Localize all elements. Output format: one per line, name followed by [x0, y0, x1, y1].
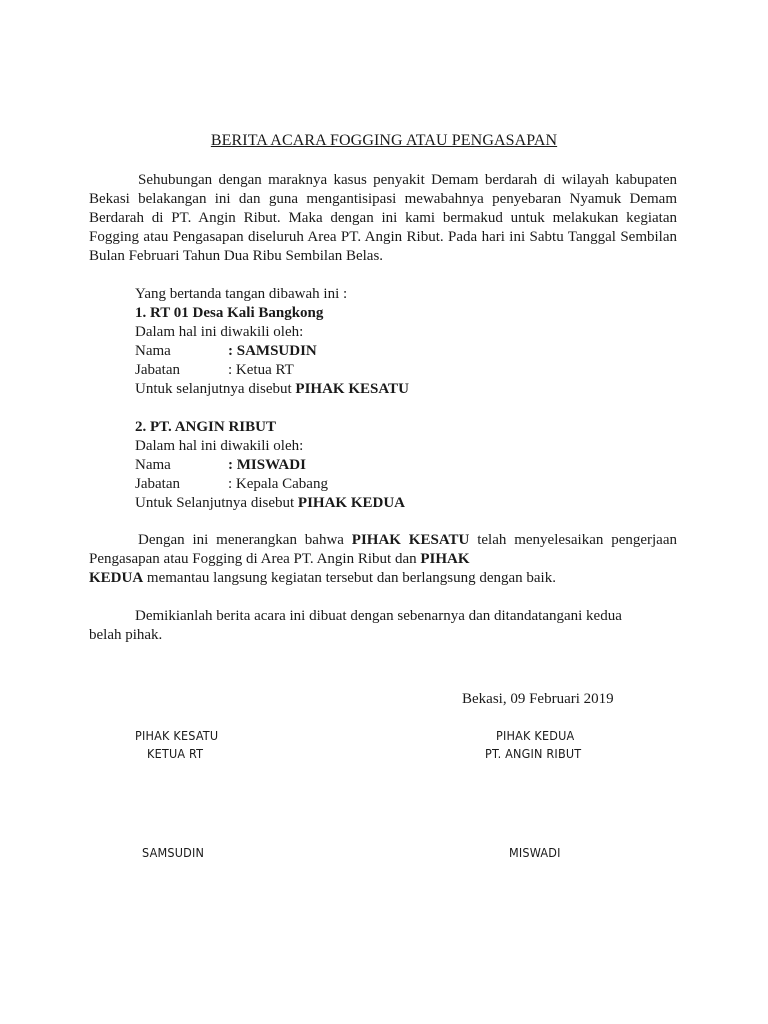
- party2-referred-text: Untuk Selanjutnya disebut: [135, 495, 298, 511]
- closing-line-2: belah pihak.: [89, 627, 163, 643]
- party2-referred: [135, 494, 405, 513]
- party1-position-row: [135, 361, 294, 380]
- statement-line3-bold: KEDUA: [89, 570, 144, 586]
- signed-intro: Yang bertanda tangan dibawah ini :: [135, 286, 348, 302]
- party1-position-label: Jabatan: [135, 362, 180, 378]
- party2-referred-bold: PIHAK KEDUA: [297, 495, 405, 511]
- party2-name-value: : MISWADI: [228, 457, 306, 473]
- statement-line2-pre: Pengasapan atau Fogging di Area PT. Angin Ribut dan: [89, 551, 421, 567]
- party1-represented: Dalam hal ini diwakili oleh:: [135, 324, 304, 340]
- party2-name-label: Nama: [135, 457, 171, 473]
- right-signatory-name: MISWADI: [509, 845, 561, 860]
- right-role-label: PT. ANGIN RIBUT: [485, 746, 582, 761]
- intro-paragraph: Sehubungan dengan maraknya kasus penyakit Demam berdarah di wilayah kabupaten Bekasi belakangan ini dan guna mengantisipasi mewabahnya penyebaran Nyamuk Demam Berdarah di PT. Angin Ribut. Maka dengan ini kami bermakud untuk melakukan kegiatan Fogging atau Pengasapan diseluruh Area PT. Angin Ribut. Pada hari ini Sabtu Tanggal Sembilan Bulan Februari Tahun Dua Ribu Sembilan Belas.: [89, 172, 677, 264]
- party1-referred-text: Untuk selanjutnya disebut: [135, 381, 296, 397]
- left-role-label: KETUA RT: [147, 746, 204, 761]
- party1-name-row: [135, 342, 317, 361]
- statement-line2-bold: PIHAK: [420, 551, 470, 567]
- left-party-label: PIHAK KESATU: [135, 728, 219, 743]
- statement-line-2: [89, 550, 470, 569]
- party2-position-label: Jabatan: [135, 476, 180, 492]
- left-signatory-name: SAMSUDIN: [142, 845, 205, 860]
- party1-heading: 1. RT 01 Desa Kali Bangkong: [135, 305, 324, 321]
- party1-referred: [135, 380, 409, 399]
- right-party-label: PIHAK KEDUA: [496, 728, 575, 743]
- party1-name-value: : SAMSUDIN: [228, 343, 317, 359]
- place-date: Bekasi, 09 Februari 2019: [462, 691, 614, 707]
- party2-name-row: [135, 456, 306, 475]
- statement-line1-post: telah menyelesaikan pengerjaan: [469, 532, 677, 548]
- party2-heading: 2. PT. ANGIN RIBUT: [135, 419, 276, 435]
- statement-line-3: [89, 569, 556, 588]
- closing-line-1: Demikianlah berita acara ini dibuat dengan sebenarnya dan ditandatangani kedua: [135, 608, 622, 624]
- party1-name-label: Nama: [135, 343, 171, 359]
- party2-position-row: [135, 475, 328, 494]
- statement-line-1: [89, 531, 677, 550]
- statement-line1-pre: Dengan ini menerangkan bahwa: [138, 532, 352, 548]
- party1-position-value: : Ketua RT: [228, 362, 294, 378]
- statement-line1-bold: PIHAK KESATU: [351, 532, 470, 548]
- party2-position-value: : Kepala Cabang: [228, 476, 328, 492]
- party2-represented: Dalam hal ini diwakili oleh:: [135, 438, 304, 454]
- statement-line3-post: memantau langsung kegiatan tersebut dan berlangsung dengan baik.: [143, 570, 556, 586]
- document-title: BERITA ACARA FOGGING ATAU PENGASAPAN: [210, 132, 558, 149]
- party1-referred-bold: PIHAK KESATU: [295, 381, 409, 397]
